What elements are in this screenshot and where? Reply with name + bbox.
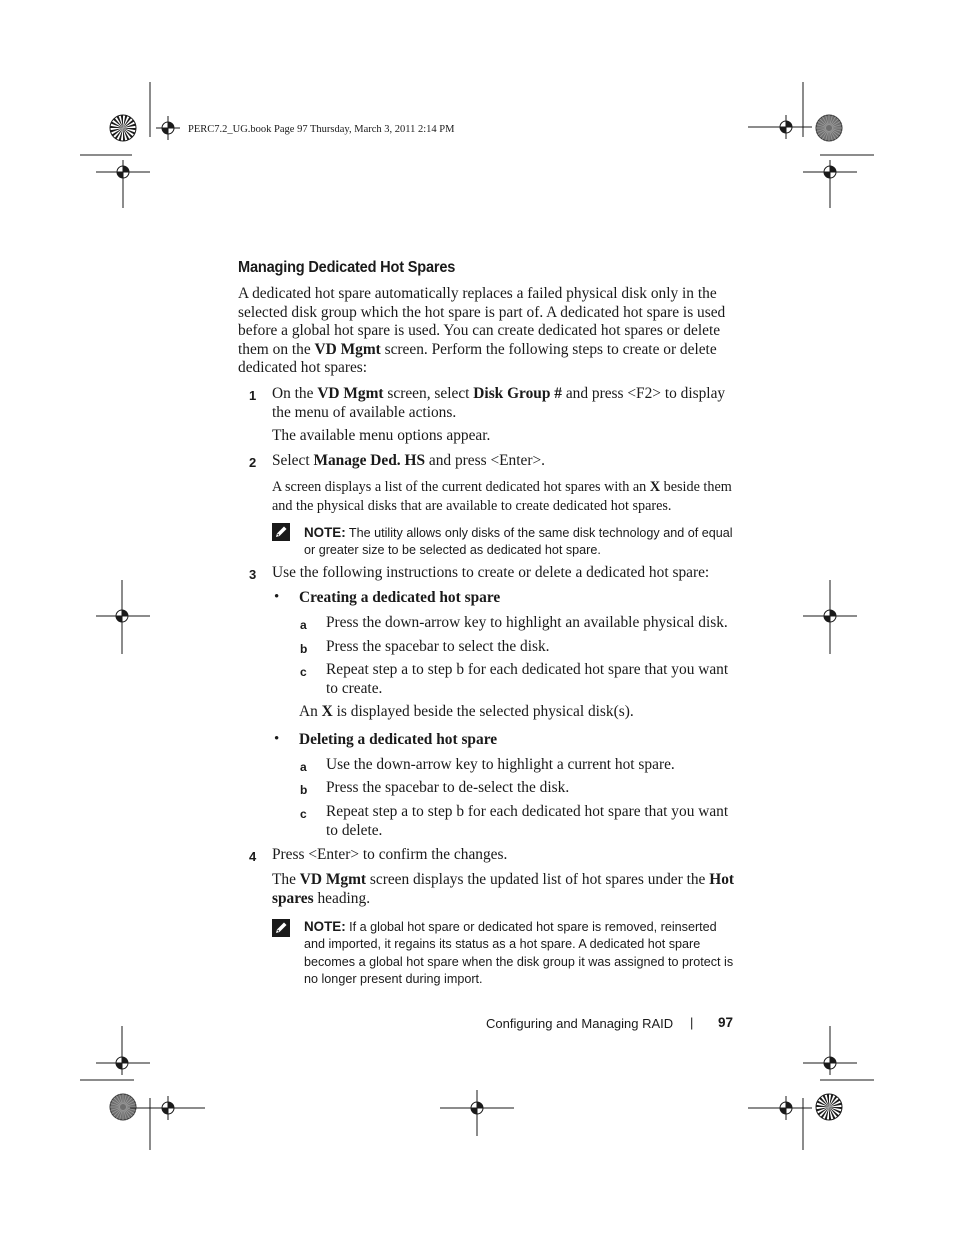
step-2-result	[272, 478, 738, 515]
note-2-label: NOTE:	[304, 919, 346, 934]
create-result-bold-x: X	[321, 703, 333, 720]
create-sub-label-a: a	[300, 618, 307, 632]
delete-sub-label-b: b	[300, 783, 308, 797]
registration-dial-icon	[816, 115, 842, 141]
registration-dial-icon	[110, 1094, 136, 1120]
section-heading: Managing Dedicated Hot Spares	[238, 259, 456, 276]
step-2-part: Select	[272, 452, 314, 469]
registration-starburst-icon	[110, 115, 136, 141]
footer-page-number: 97	[718, 1015, 734, 1030]
note-2-text: If a global hot spare or dedicated hot spare is removed, reinserted and imported, it regains its status as a hot spare. A dedicated hot spare becomes a global hot spare when the disk group it was assigned to protect is no longer present during import.	[304, 920, 734, 987]
note-1-text: The utility allows only disks of the same disk technology and of equal or greater size to be selected as dedicated hot spare.	[304, 526, 733, 558]
delete-sub-label-a: a	[300, 760, 307, 774]
create-result	[299, 703, 634, 722]
delete-step-a: Use the down-arrow key to highlight a current hot spare.	[326, 756, 675, 773]
step-2-text	[272, 452, 545, 471]
note-1	[304, 524, 740, 560]
delete-sub-label-c: c	[300, 807, 307, 821]
step-1-part: and press <F2> to display the menu of available actions.	[272, 385, 726, 421]
step-4-number: 4	[249, 849, 257, 864]
intro-text-2: screen. Perform the following steps to create or delete dedicated hot spares:	[238, 340, 717, 377]
create-step-a: Press the down-arrow key to highlight an available physical disk.	[326, 614, 728, 631]
pencil-note-icon	[271, 918, 291, 938]
step-3-number: 3	[249, 567, 257, 582]
pencil-note-icon	[271, 522, 291, 542]
step-1-bold-disk-group: Disk Group #	[473, 385, 562, 402]
create-sub-label-b: b	[300, 642, 308, 656]
intro-text-1: A dedicated hot spare automatically replaces a failed physical disk only in the selected disk group which the hot spare is part of. A dedicated hot spare is used before a global hot spare is used. You can create dedicated hot spares or delete them on the	[238, 285, 726, 358]
create-step-c: Repeat step a to step b for each dedicated hot spare that you want to create.	[326, 661, 729, 697]
step-2-bold-manage-ded-hs: Manage Ded. HS	[313, 452, 426, 469]
bullet-icon: •	[274, 731, 280, 747]
step-1-result: The available menu options appear.	[272, 427, 491, 444]
footer-chapter-title: Configuring and Managing RAID	[486, 1016, 674, 1031]
footer-separator: |	[690, 1015, 694, 1030]
step-2-result-bold-x: X	[649, 479, 661, 495]
create-result-part: is displayed beside the selected physical disk(s).	[332, 703, 634, 720]
step-2-result-part: A screen displays a list of the current dedicated hot spares with an	[272, 479, 650, 495]
note-1-label: NOTE:	[304, 525, 346, 540]
registration-starburst-icon	[816, 1094, 842, 1120]
step-1-part: On the	[272, 385, 318, 402]
intro-bold-vd-mgmt: VD Mgmt	[314, 340, 381, 358]
step-4-result-part: heading.	[313, 889, 371, 907]
step-3-text: Use the following instructions to create or delete a dedicated hot spare:	[272, 564, 710, 581]
step-2-result-part: beside them and the physical disks that are available to create dedicated hot spares.	[272, 479, 732, 514]
intro-paragraph	[238, 285, 735, 378]
step-4-result-part: screen displays the updated list of hot spares under the	[366, 871, 710, 888]
step-4-text: Press <Enter> to confirm the changes.	[272, 846, 508, 863]
registration-crosshair-icon	[156, 116, 180, 140]
step-1-number: 1	[249, 388, 257, 403]
step-1-bold-vd-mgmt: VD Mgmt	[317, 385, 384, 402]
step-2-number: 2	[249, 455, 257, 470]
step-4-result	[272, 871, 738, 908]
step-1-part: screen, select	[383, 385, 474, 402]
create-result-part: An	[299, 703, 322, 720]
step-4-result-part: The	[272, 871, 300, 888]
bullet-icon: •	[274, 589, 280, 605]
step-1-text	[272, 385, 738, 422]
step-4-bold-vd-mgmt: VD Mgmt	[299, 871, 367, 888]
slug-line: PERC7.2_UG.book Page 97 Thursday, March 3, 2011 2:14 PM	[188, 124, 455, 135]
create-sub-label-c: c	[300, 665, 307, 679]
create-hot-spare-title: Creating a dedicated hot spare	[299, 589, 501, 606]
delete-step-c: Repeat step a to step b for each dedicated hot spare that you want to delete.	[326, 803, 729, 839]
step-2-part: and press <Enter>.	[425, 452, 545, 469]
note-2	[304, 918, 740, 989]
delete-hot-spare-title: Deleting a dedicated hot spare	[299, 731, 498, 748]
create-step-b: Press the spacebar to select the disk.	[326, 638, 550, 655]
step-4-bold-hot-spares: Hot spares	[272, 871, 735, 907]
delete-step-b: Press the spacebar to de-select the disk.	[326, 779, 570, 796]
